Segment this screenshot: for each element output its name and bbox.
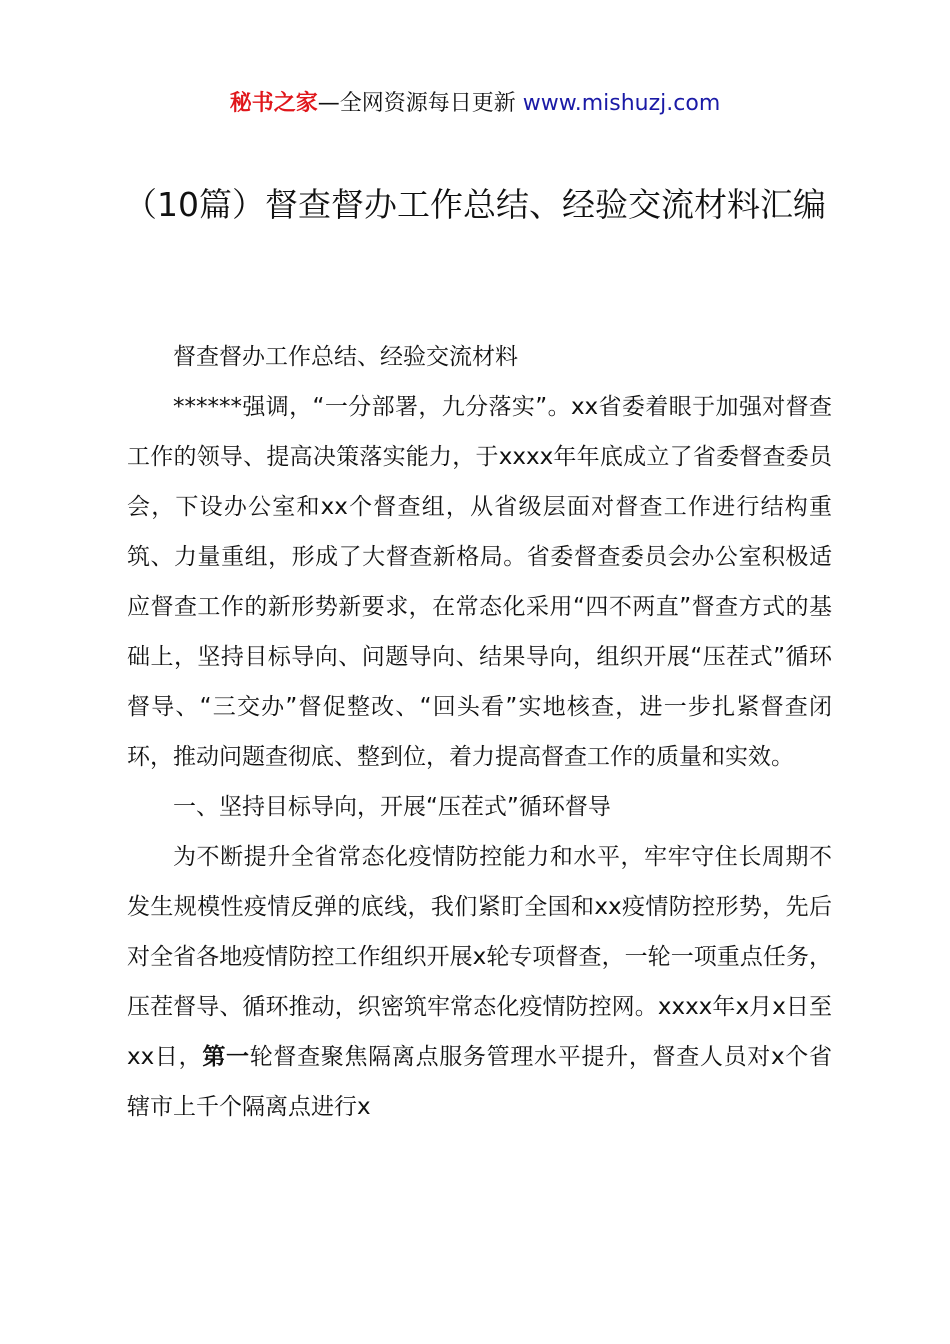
paragraph-text: 为不断提升全省常态化疫情防控能力和水平，牢牢守住长周期不发生规模性疫情反弹的底线，我们紧盯全国和xx疫情防控形势，先后对全省各地疫情防控工作组织开展x轮专项督查，一轮一项重点任务，压茬督导、循环推动，织密筑牢常态化疫情防控网。xxxx年x月x日至xx日， (127, 844, 832, 1070)
document-title: （10篇）督查督办工作总结、经验交流材料汇编 (124, 185, 826, 224)
section-heading-1: 一、坚持目标导向，开展“压茬式”循环督导 (173, 794, 611, 820)
site-url-link[interactable]: www.mishuzj.com (522, 91, 721, 116)
paragraph-text-continued: 轮督查聚焦隔离点服务管理水平提升，督查人员对x个省辖市上千个隔离点进行x (127, 1044, 832, 1120)
document-subtitle: 督查督办工作总结、经验交流材料 (173, 344, 518, 370)
paragraph-bold-text: 第一 (202, 1044, 250, 1070)
site-brand: 秘书之家 (229, 91, 318, 116)
document-body (127, 332, 832, 1132)
paragraph-section-1 (127, 832, 832, 1132)
site-tagline: —全网资源每日更新 (317, 91, 516, 116)
site-header (0, 88, 950, 120)
paragraph-intro: ******强调，“一分部署，九分落实”。xx省委着眼于加强对督查工作的领导、提高决策落实能力，于xxxx年年底成立了省委督查委员会，下设办公室和xx个督查组，从省级层面对督查工作进行结构重筑、力量重组，形成了大督查新格局。省委督查委员会办公室积极适应督查工作的新形势新要求，在常态化采用“四不两直”督查方式的基础上，坚持目标导向、问题导向、结果导向，组织开展“压茬式”循环督导、“三交办”督促整改、“回头看”实地核查，进一步扎紧督查闭环，推动问题查彻底、整到位，着力提高督查工作的质量和实效。 (127, 394, 832, 770)
